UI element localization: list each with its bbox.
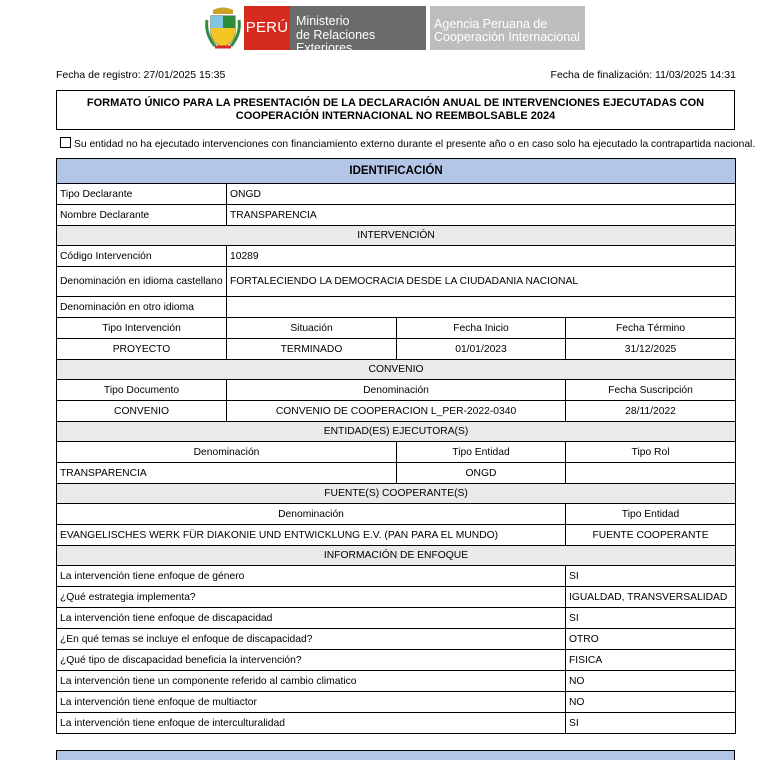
intervention-section-header: INTERVENCIÓN — [57, 226, 736, 246]
no-interventions-checkbox[interactable] — [60, 137, 71, 148]
donors-section-header: FUENTE(S) COOPERANTE(S) — [57, 484, 736, 504]
approach-answer: SI — [566, 713, 736, 734]
executor-name-value: TRANSPARENCIA — [57, 463, 397, 484]
table-row — [57, 184, 736, 205]
table-row — [57, 713, 736, 734]
approach-answer: SI — [566, 566, 736, 587]
start-date-value: 01/01/2023 — [397, 339, 566, 360]
table-row — [57, 246, 736, 267]
column-header: Fecha Inicio — [397, 318, 566, 339]
column-header: Tipo Documento — [57, 380, 227, 401]
approach-question: ¿En qué temas se incluye el enfoque de discapacidad? — [57, 629, 566, 650]
no-interventions-option — [60, 137, 755, 150]
form-title-line1: FORMATO ÚNICO PARA LA PRESENTACIÓN DE LA DECLARACIÓN ANUAL DE INTERVENCIONES EJECUTADAS CON — [86, 97, 705, 109]
column-header: Denominación — [57, 504, 566, 525]
donor-entity-type-value: FUENTE COOPERANTE — [566, 525, 736, 546]
table-row — [57, 380, 736, 401]
agency-logo — [430, 6, 585, 50]
table-row — [57, 463, 736, 484]
status-value: TERMINADO — [227, 339, 397, 360]
table-row — [57, 692, 736, 713]
approach-answer: NO — [566, 671, 736, 692]
table-row — [57, 650, 736, 671]
column-header: Situación — [227, 318, 397, 339]
table-row — [57, 525, 736, 546]
table-row — [57, 339, 736, 360]
no-interventions-label: Su entidad no ha ejecutado intervenciones con financiamiento externo durante el presente año o en caso solo ha ejecutado la contrapartida nacional. — [74, 139, 756, 150]
table-row — [57, 442, 736, 463]
table-row — [57, 297, 736, 318]
approach-answer: SI — [566, 608, 736, 629]
approach-question: ¿Qué tipo de discapacidad beneficia la intervención? — [57, 650, 566, 671]
section-row — [57, 360, 736, 380]
declarant-name-value: TRANSPARENCIA — [227, 205, 736, 226]
table-row — [57, 629, 736, 650]
donor-name-value: EVANGELISCHES WERK FÜR DIAKONIE UND ENTWICKLUNG E.V. (PAN PARA EL MUNDO) — [57, 525, 566, 546]
section-row — [57, 546, 736, 566]
end-date-value: 31/12/2025 — [566, 339, 736, 360]
spanish-name-label: Denominación en idioma castellano — [57, 267, 227, 297]
form-title-line2: COOPERACIÓN INTERNACIONAL NO REEMBOLSABLE 2024 — [235, 110, 556, 122]
table-row — [57, 318, 736, 339]
column-header: Tipo Rol — [566, 442, 736, 463]
column-header: Fecha Término — [566, 318, 736, 339]
peru-logo-text: PERÚ — [244, 6, 290, 50]
column-header: Denominación — [227, 380, 566, 401]
column-header: Tipo Entidad — [397, 442, 566, 463]
agency-line1: Agencia Peruana de — [434, 17, 548, 31]
approach-section-header: INFORMACIÓN DE ENFOQUE — [57, 546, 736, 566]
completion-date: Fecha de finalización: 11/03/2025 14:31 — [550, 69, 736, 81]
section-row — [57, 422, 736, 442]
other-language-name-label: Denominación en otro idioma — [57, 297, 227, 318]
other-language-name-value — [227, 297, 736, 318]
column-header: Tipo Intervención — [57, 318, 227, 339]
column-header: Denominación — [57, 442, 397, 463]
agreement-section-header: CONVENIO — [57, 360, 736, 380]
table-row — [57, 608, 736, 629]
ministry-line2: de Relaciones Exteriores — [296, 28, 376, 55]
table-row — [57, 566, 736, 587]
table-row — [57, 267, 736, 297]
intervention-code-label: Código Intervención — [57, 246, 227, 267]
table-row — [57, 401, 736, 422]
approach-question: La intervención tiene un componente referido al cambio climatico — [57, 671, 566, 692]
identification-header: IDENTIFICACIÓN — [57, 159, 736, 184]
document-type-value: CONVENIO — [57, 401, 227, 422]
executor-role-value — [566, 463, 736, 484]
declarant-type-label: Tipo Declarante — [57, 184, 227, 205]
approach-question: La intervención tiene enfoque de discapacidad — [57, 608, 566, 629]
executors-section-header: ENTIDAD(ES) EJECUTORA(S) — [57, 422, 736, 442]
form-title — [56, 90, 735, 130]
approach-answer: OTRO — [566, 629, 736, 650]
ministry-logo — [290, 6, 426, 55]
approach-question: La intervención tiene enfoque de multiactor — [57, 692, 566, 713]
approach-question: La intervención tiene enfoque de interculturalidad — [57, 713, 566, 734]
approach-question: ¿Qué estrategia implementa? — [57, 587, 566, 608]
declaration-form-table — [56, 158, 736, 734]
ministry-line1: Ministerio — [296, 14, 350, 28]
agency-line2: Cooperación Internacional — [434, 30, 580, 44]
column-header: Tipo Entidad — [566, 504, 736, 525]
declarant-name-label: Nombre Declarante — [57, 205, 227, 226]
approach-answer: FISICA — [566, 650, 736, 671]
section-row — [57, 484, 736, 504]
identification-header-row — [57, 159, 736, 184]
table-row — [57, 587, 736, 608]
spanish-name-value: FORTALECIENDO LA DEMOCRACIA DESDE LA CIUDADANIA NACIONAL — [227, 267, 736, 297]
approach-answer: IGUALDAD, TRANSVERSALIDAD — [566, 587, 736, 608]
coat-of-arms-icon — [205, 6, 241, 50]
section-row — [57, 226, 736, 246]
signing-date-value: 28/11/2022 — [566, 401, 736, 422]
declarant-type-value: ONGD — [227, 184, 736, 205]
table-row — [57, 504, 736, 525]
approach-question: La intervención tiene enfoque de género — [57, 566, 566, 587]
approach-answer: NO — [566, 692, 736, 713]
executor-entity-type-value: ONGD — [397, 463, 566, 484]
intervention-type-value: PROYECTO — [57, 339, 227, 360]
table-row — [57, 671, 736, 692]
agreement-name-value: CONVENIO DE COOPERACION L_PER-2022-0340 — [227, 401, 566, 422]
table-row — [57, 205, 736, 226]
column-header: Fecha Suscripción — [566, 380, 736, 401]
intervention-code-value: 10289 — [227, 246, 736, 267]
registration-date: Fecha de registro: 27/01/2025 15:35 — [56, 69, 226, 81]
